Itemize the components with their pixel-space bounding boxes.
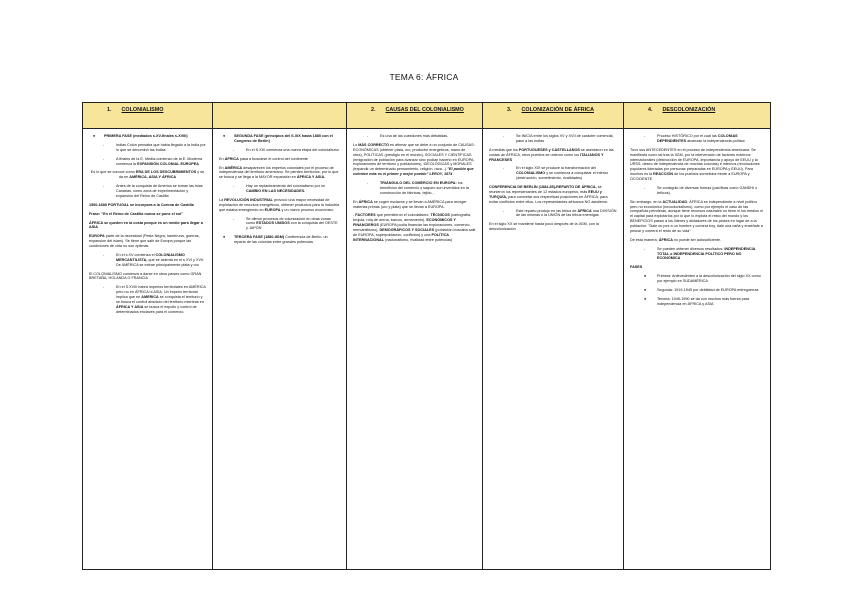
- text-run: CONFERENCIA DE BERLÍN (1884-85)-REPARTO DE ÁFRICA,: [489, 185, 597, 189]
- text-run: Sin embargo, en la: [630, 199, 663, 204]
- dash-marker: -: [644, 185, 646, 190]
- list-item: [89, 285, 206, 314]
- header-descolonizacion: 4. DESCOLONIZACIÓN: [624, 103, 771, 129]
- column-descolonizacion: [624, 129, 771, 570]
- text-run: -: [353, 213, 356, 218]
- dash-marker: -: [103, 184, 105, 189]
- dash-marker: -: [503, 134, 505, 138]
- text-run: y se comienza a conquistar el interior (destrucción, sometimiento, rivalidades): [516, 171, 609, 181]
- paragraph: [89, 170, 206, 180]
- text-run: se asentaron en las costas de ÁFRICA, otros pueblos se unieron como los: [489, 147, 614, 157]
- text-run: ÁFRICA: [358, 199, 373, 204]
- column-colonialismo: [83, 129, 213, 570]
- text-run: AMÉRICA: [224, 165, 243, 170]
- dash-marker: -: [103, 156, 105, 161]
- text-run: COLONIALISMO MERCANTILISTA,: [116, 252, 185, 262]
- list-item: [89, 253, 206, 268]
- text-run: y un nuevo proceso económico: [280, 207, 334, 212]
- list-item: [489, 134, 617, 144]
- text-run: PORTUGUESES y CASTELLANOS: [518, 147, 580, 152]
- text-run: de los pueblos sometidos frente a EUROPA y OCCIDENTE.: [630, 172, 750, 181]
- text-run: MÁS CORRECTO: [358, 142, 389, 147]
- paragraph: [630, 265, 764, 270]
- text-run: Se dieron procesos de colonización en otras zonas como: [246, 216, 331, 226]
- text-run: no puede ser autosuficiente.: [672, 237, 722, 242]
- text-run: los beneficios del comercio y saqueo son invertidos en la construcción de fábricas, tejido...: [380, 181, 469, 195]
- text-run: FASES: [630, 265, 643, 270]
- text-run: ESTADOS UNIDOS: [256, 221, 290, 226]
- text-run: A finales de la E. Media-comienzo de la E. Moderna comienza la: [116, 156, 203, 166]
- list-item: [489, 166, 617, 181]
- text-run: Se consiguió de diversas formas (pacíficas como GANDHI o bélicos).: [657, 185, 758, 195]
- paragraph: [353, 200, 476, 210]
- paragraph: [353, 143, 476, 177]
- text-run: Antes de la conquista de América se toman las Islas Canarias, como zona de experimentación y expansión del Reino de Castilla: [116, 184, 203, 198]
- text-run: TRIÁNGULO DEL COMERCIO EN EUROPA:: [380, 181, 457, 185]
- dash-marker: -: [233, 216, 235, 221]
- text-run: EEUU y TURQUÍA,: [489, 189, 602, 199]
- list-item: [353, 134, 476, 139]
- text-run: "El pueblo que colonice más es el primer y mejor pueblo" LEROY, 1874: [353, 167, 474, 177]
- text-run: EXPANSIÓN COLONIAL EUROPEA: [137, 161, 200, 166]
- text-run: Conferencia de Berlín, un reparto de las colonias entre grandes potencias: [234, 235, 328, 244]
- text-run: con la conquista del OESTE y JAPÓN: [246, 221, 338, 231]
- paragraph: [219, 166, 340, 181]
- paragraph: [89, 203, 206, 208]
- text-run: TÉCNICOS: [430, 213, 450, 218]
- header-label: COLONIZACIÓN DE ÁFRICA: [521, 107, 594, 113]
- bullet-icon: ●: [93, 134, 96, 138]
- column-colonizacion: [483, 129, 624, 570]
- dash-marker: -: [503, 166, 505, 171]
- list-item: [89, 184, 206, 199]
- text-run: EUROPA: [89, 234, 105, 239]
- text-run: (población buscaba salir de EUROPA, superpoblación, conflictos) y una: [353, 228, 476, 237]
- text-run: Proceso HISTÓRICO por el cual las: [657, 134, 718, 138]
- list-item: [630, 134, 764, 144]
- summary-table: [82, 102, 771, 570]
- text-run: Se pueden obtener diversos resultados:: [657, 246, 725, 251]
- list-item: [89, 157, 206, 167]
- paragraph: [89, 234, 206, 249]
- text-run: COLONIAS DEPENDIENTES: [657, 134, 738, 143]
- dash-marker: -: [103, 285, 105, 290]
- text-run: Es una de las cuestiones más debatidas.: [380, 134, 449, 138]
- text-run: se busca el expolio y control de determinados enclaves para el comercio.: [116, 304, 197, 314]
- list-item: [630, 297, 764, 307]
- header-causas: 2. CAUSAS DEL COLONIALISMO: [347, 103, 483, 129]
- list-item: [89, 143, 206, 153]
- text-run: El COLONIALISMO comienza a darse en otros países como GRAN BRETAÑA, HOLANDA O FRANCIA.: [89, 271, 202, 281]
- content-row: [83, 129, 771, 570]
- list-item: [219, 217, 340, 232]
- list-item: [630, 274, 764, 284]
- header-label: DESCOLONIZACIÓN: [662, 107, 716, 113]
- text-run: Este reparto produjo en las tribus de: [516, 208, 578, 213]
- text-run: parte de la necesidad (Peste Negra, hambruna, guerras, expansion del islam). Se tiene que salir de Europa porque las condiciones de vida no son óptimas: [89, 234, 200, 248]
- text-run: DEMOGRÁFICOS Y SOCIALES: [379, 228, 435, 232]
- header-row: [83, 103, 771, 129]
- list-item: [630, 288, 764, 293]
- text-run: se cogen esclavos y se llevan a AMÉRICA para recoger materias primas (oro y plata) que se llevan a EUROPA.: [353, 199, 467, 209]
- dash-marker: -: [103, 252, 105, 257]
- paragraph: [489, 222, 617, 232]
- text-run: En el S.XIX comienza una nueva etapa del colonialismo: [246, 147, 339, 152]
- list-item: [353, 181, 476, 196]
- dash-marker: -: [644, 246, 646, 251]
- text-run: AMERICA: [141, 295, 159, 299]
- text-run: pasa a buscarse el control del continente: [238, 156, 309, 161]
- text-run: alcanzan la independencia política: [686, 138, 745, 143]
- document-title: TEMA 6: ÁFRICA: [389, 72, 459, 82]
- paragraph: [630, 238, 764, 243]
- text-run: A medida que los: [489, 147, 519, 152]
- text-run: que se asienta en el s.XVI y XVII. De AMÉRICA se extrae principalmente plata y oro: [116, 257, 205, 267]
- text-run: Frase: "En el Reino de Castilla nunca se pone el sol": [89, 211, 183, 216]
- list-item: [89, 134, 206, 139]
- text-run: REVOLUCIÓN INDUSTRIAL: [224, 197, 273, 202]
- paragraph: [89, 272, 206, 282]
- text-run: Hay un replanteamiento del colonialismo por un: [246, 184, 326, 189]
- text-run: se reunieron los representantes de 12 estados europeos, más: [489, 185, 602, 194]
- dash-marker: -: [367, 181, 369, 185]
- list-item: [219, 134, 340, 144]
- column-causas: [347, 129, 483, 570]
- header-empty: [213, 103, 347, 129]
- text-run: PRIMERA FASE (mediados s.XV-finales s-XVIII): [104, 134, 188, 138]
- text-run: Es lo que se conoce como: [90, 170, 136, 175]
- bullet-icon: ●: [644, 287, 647, 292]
- list-item: [630, 247, 764, 262]
- paragraph: [219, 157, 340, 162]
- text-run: En: [353, 199, 359, 204]
- text-run: FACTORES: [355, 213, 376, 218]
- list-item: [630, 186, 764, 196]
- paragraph: [89, 212, 206, 217]
- list-item: [489, 209, 617, 219]
- dash-marker: -: [503, 208, 505, 213]
- header-colonizacion: 3. COLONIZACIÓN DE ÁFRICA: [483, 103, 624, 129]
- text-run: , ÁFRICA es independiente a nivel político pero no económico (neocolonialismo), como por ejemplo el caso de las compañías petroleras, aunque tiene recursos naturales no tiene ni los medios ni el capital para explotarlos por lo que lo explota el resto del mundo y los BENEFICIOS pasan a los líderes y dictadores de los países en lugar de a la población. "Dale un pez a un hombre y comerá hoy, dale una caña y enséñale a pescar y comerá el resto de su vida": [630, 199, 763, 233]
- text-run: Tercera: 1945-1990 se da con muchos más fuerza para independencia en ÁFRICA y ASIA: [657, 296, 750, 306]
- bullet-icon: ●: [223, 134, 226, 138]
- paragraph: [353, 213, 476, 242]
- text-run: se conquista el territorio y se busca el control absoluto del territorio mientras en: [116, 295, 204, 304]
- text-run: ÁFRICA se queden en la costa porque es un medio para llegar a ASIA: [89, 220, 203, 230]
- text-run: (nacionalismo, rivalidad entre potencias): [384, 237, 453, 242]
- list-item: [219, 148, 340, 153]
- text-run: De esta manera,: [630, 237, 659, 242]
- paragraph: [219, 198, 340, 213]
- text-run: AMÉRICA, ASIA Y ÁFRICA: [129, 175, 177, 180]
- header-colonialismo: 1. COLONIALISMO: [83, 103, 213, 129]
- paragraph: [630, 200, 764, 234]
- paragraph: [630, 148, 764, 182]
- list-item: [219, 235, 340, 245]
- text-run: ACTUALIDAD: [662, 199, 688, 204]
- text-run: En: [219, 165, 225, 170]
- text-run: Primera: Antecedentes a la descolonización del siglo XX como por ejemplo en SUDAMÉRICA: [657, 274, 761, 283]
- paragraph: [489, 185, 617, 205]
- text-run: TERCERA FASE (1880-IIGM): [234, 235, 285, 240]
- paragraph: [489, 148, 617, 163]
- text-run: La: [219, 197, 225, 202]
- text-run: ERA DE LOS DESCUBRIMIENTOS: [135, 170, 197, 175]
- bullet-icon: ●: [644, 274, 647, 279]
- text-run: desaparecen los imperios coloniales por el proceso de independencia del territorio americano. Se pierden territorios, por lo que se busca y se llega a la MAYOR expansión en: [219, 165, 339, 180]
- text-run: ÁFRICA: [658, 237, 673, 242]
- dash-marker: -: [233, 147, 235, 152]
- text-run: EUROPA: [264, 207, 281, 212]
- text-run: En el S.XVIII habrá imperios territoriales en AMÉRICA pero no en ÁFRICA ni ASIA. Un imperio territorial implica que en: [116, 285, 206, 299]
- text-run: En el siglo XIX se produce la transformación del: [516, 166, 596, 171]
- text-run: REACCIÓN: [653, 172, 674, 177]
- text-run: (cartografía, brujula, rotq de arena, barcos, armamento),: [353, 213, 472, 223]
- text-run: INDEPENDENCIA TOTAL o INDEPENDENCIA POLÍTICO PERO NO ECONÓMICA: [657, 246, 756, 261]
- text-run: ÁFRICA Y ASIA: [116, 304, 144, 309]
- paragraph: [89, 221, 206, 231]
- text-run: SEGUNDA FASE (principios del S.XIX hasta 1880 con el Congreso de Berlín): [234, 134, 333, 143]
- text-run: Se INICIA entre los siglos XV y XVII de carácter comercial, pasó a las Indias: [516, 134, 614, 143]
- text-run: ÁFRICA: [577, 208, 592, 213]
- dash-marker: -: [233, 184, 235, 189]
- text-run: 1500-1680 PORTUGAL se incorpora a la Corona de Castilla: [89, 202, 194, 207]
- text-run: En: [219, 156, 225, 161]
- dash-marker: -: [644, 134, 646, 138]
- bullet-icon: ●: [223, 235, 226, 240]
- text-run: ÁFRICA Y ASIA.: [296, 175, 326, 180]
- column-fases: [213, 129, 347, 570]
- text-run: POLÍTICA INTERNACIONAL: [353, 232, 449, 242]
- text-run: ITALIANOS Y FRANCESES: [489, 152, 604, 162]
- text-run: COLONIALISMO: [516, 171, 546, 176]
- text-run: Segunda: 1919-1945 por debilidad de EUROPA entreguerras: [657, 287, 759, 292]
- text-run: En el siglo XX se mantiene hasta poco después de la IIGM, con la descolonización: [489, 222, 599, 232]
- text-run: una DIVISIÓN de las mismas o la UNIÓN de las tribus enemigas: [516, 208, 617, 218]
- text-run: Tuvo sus ANTECEDENTES en el proceso de independencia americana. Se manifiesta como tal tras la IIGM, por la intervención de factores externos internacionales (destrucción de EUROPA, importancia y apoyo de EEUU y la URSS, deseo de independencia de muchas colonias) e internos (revoluciones populares lideradas por personas preparadas en EUROPA y EEUU). Para muchos es la: [630, 147, 760, 177]
- header-label: CAUSAS DEL COLONIALISMO: [385, 107, 464, 113]
- dash-marker: -: [103, 142, 105, 147]
- dash-marker: -: [367, 134, 369, 138]
- list-item: [219, 184, 340, 194]
- bullet-icon: ●: [644, 296, 647, 301]
- text-run: Indias Colon pensaba que habia llegado a la India por lo que se denominó las Indias: [116, 142, 206, 152]
- text-run: es afirmar que se debe a un conjunto de CAUSAS: ECONÓMICAS (obtener plata, oro, productor energéticos, mano de obra), POLÍTICAS (prestigio en el mundo), SOCIALES Y CIENTÍFICAS (emigración de población para avanzar sino podían hacerlo en EUROPA, exploraciones de territorio y poblaciones), IDEOLÓGICAS y MORALES (expandir un determinado pensamiento, religión, raza...): [353, 142, 475, 172]
- text-run: ECONÓMICOS Y FINANCIEROS: [353, 218, 456, 228]
- text-run: (EUROPA podía financiar las exploraciones, comercio, mercantilismo),: [353, 223, 471, 232]
- text-run: provocó una mayor necesidad de explotación de recursos energéticos, obtener productos para la industria que estaba emergiendo en: [219, 197, 340, 212]
- text-run: que permitieron el colonialismo:: [375, 213, 431, 218]
- text-run: En el s.XV comienza el: [116, 252, 156, 257]
- text-run: CAMBIO EN LAS NECESIDADES.: [246, 189, 306, 193]
- text-run: ÁFRICA: [224, 156, 239, 161]
- header-label: COLONIALISMO: [121, 107, 164, 113]
- text-run: y se da en: [118, 170, 205, 180]
- text-run: Lo: [353, 142, 359, 147]
- text-run: para concretar sus respectivas posiciones en ÁFRICA, para evitar conflictos entre ellos. Los representantes africanos NO asistieron.: [489, 194, 609, 204]
